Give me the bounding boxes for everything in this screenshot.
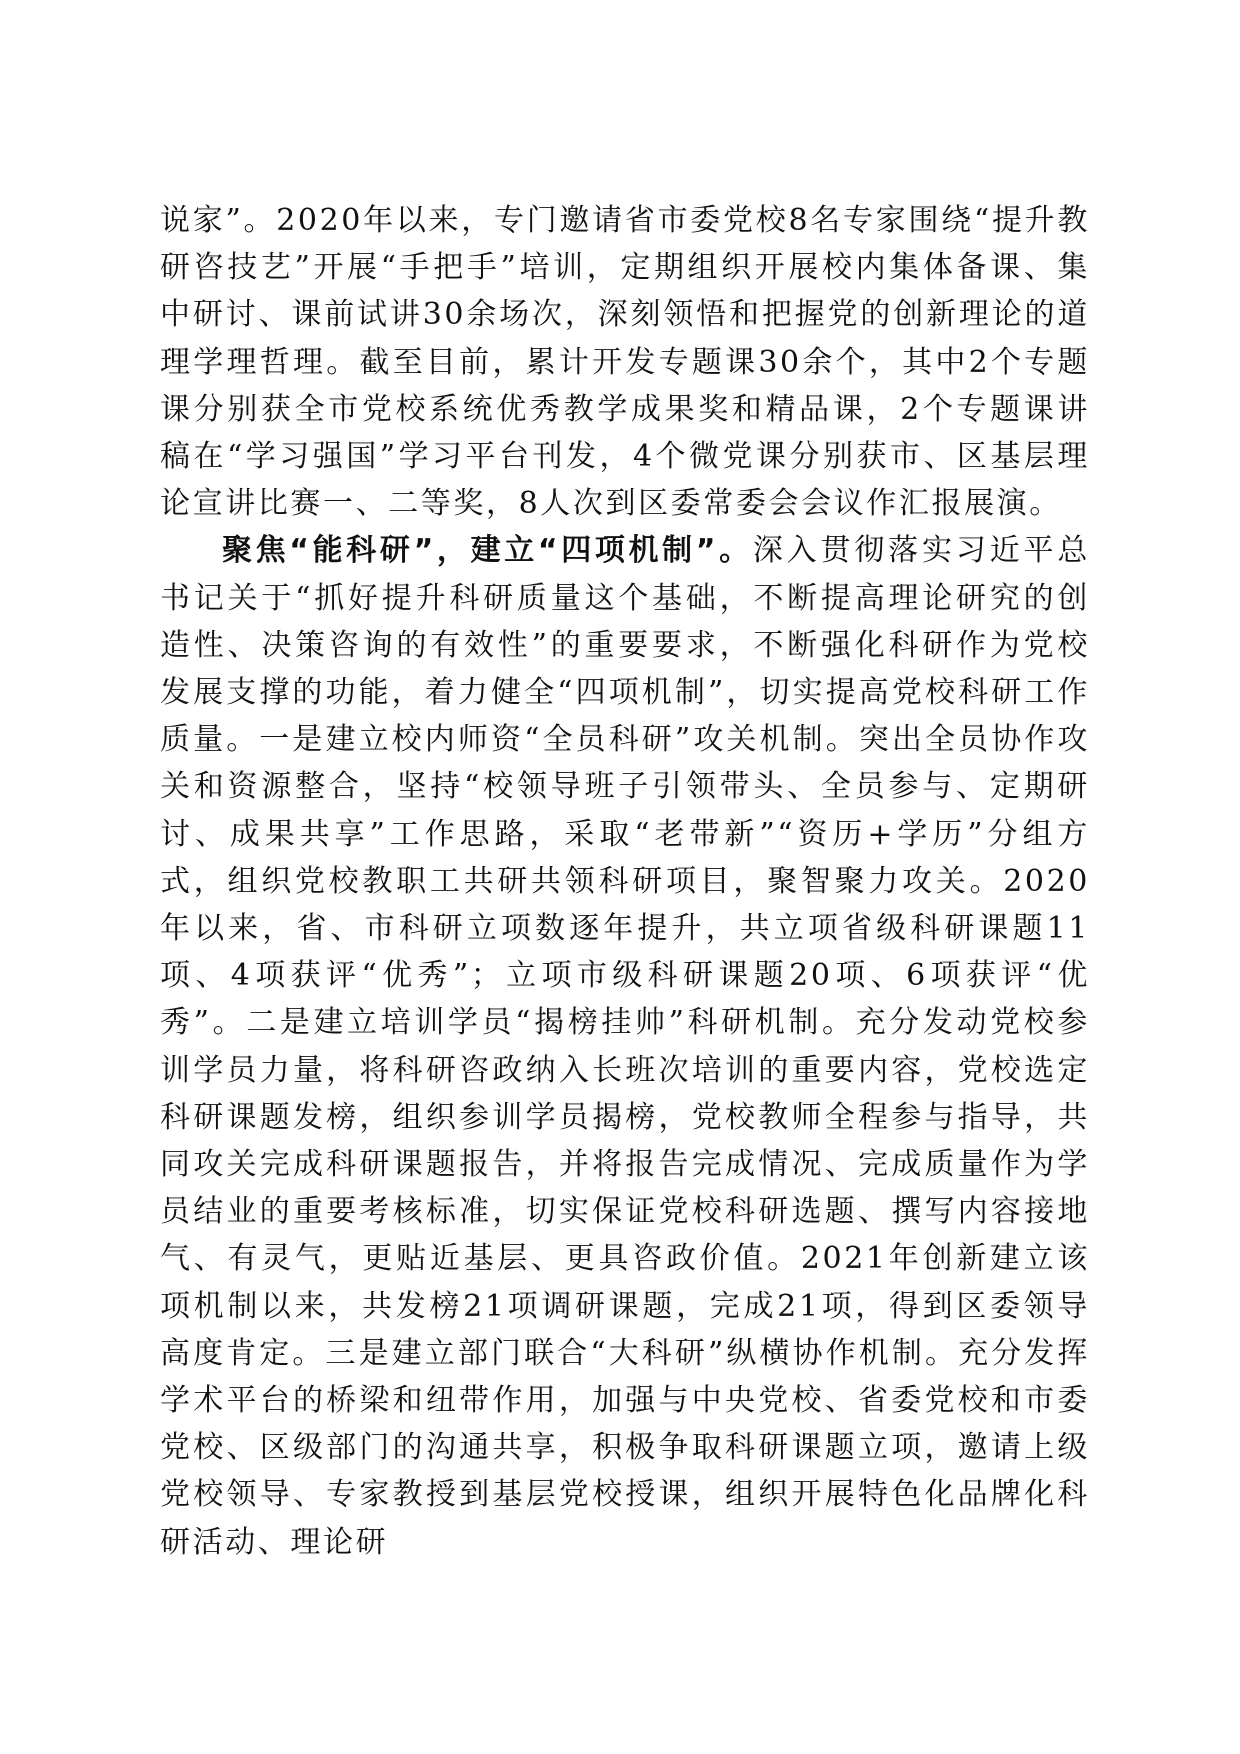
paragraph-continued: 说家”。2020年以来，专门邀请省市委党校8名专家围绕“提升教研咨技艺”开展“手把手”培训，定期组织开展校内集体备课、集中研讨、课前试讲30余场次，深刻领悟和把握党的创新理论的道理学理哲理。截至目前，累计开发专题课30余个，其中2个专题课分别获全市党校系统优秀教学成果奖和精品课，2个专题课讲稿在“学习强国”学习平台刊发，4个微党课分别获市、区基层理论宣讲比赛一、二等奖，8人次到区委常委会会议作汇报展演。 xyxy=(160,203,1090,522)
paragraph-body: 深入贯彻落实习近平总书记关于“抓好提升科研质量这个基础，不断提高理论研究的创造性、决策咨询的有效性”的重要要求，不断强化科研作为党校发展支撑的功能，着力健全“四项机制”，切实提高党校科研工作质量。一是建立校内师资“全员科研”攻关机制。突出全员协作攻关和资源整合，坚持“校领导班子引领带头、全员参与、定期研讨、成果共享”工作思路，采取“老带新”“资历+学历”分组方式，组织党校教职工共研共领科研项目，聚智聚力攻关。2020年以来，省、市科研立项数逐年提升，共立项省级科研课题11项、4项获评“优秀”；立项市级科研课题20项、6项获评“优秀”。二是建立培训学员“揭榜挂帅”科研机制。充分发动党校参训学员力量，将科研咨政纳入长班次培训的重要内容，党校选定科研课题发榜，组织参训学员揭榜，党校教师全程参与指导，共同攻关完成科研课题报告，并将报告完成情况、完成质量作为学员结业的重要考核标准，切实保证党校科研选题、撰写内容接地气、有灵气，更贴近基层、更具咨政价值。2021年创新建立该项机制以来，共发榜21项调研课题，完成21项，得到区委领导高度肯定。三是建立部门联合“大科研”纵横协作机制。充分发挥学术平台的桥梁和纽带作用，加强与中央党校、省委党校和市委党校、区级部门的沟通共享，积极争取科研课题立项，邀请上级党校领导、专家教授到基层党校授课，组织开展特色化品牌化科研活动、理论研 xyxy=(160,533,1091,1560)
body-text xyxy=(160,197,1090,1566)
paragraph-research-mechanisms xyxy=(160,527,1090,1565)
paragraph-heading: 聚焦“能科研”，建立“四项机制”。 xyxy=(222,533,753,569)
